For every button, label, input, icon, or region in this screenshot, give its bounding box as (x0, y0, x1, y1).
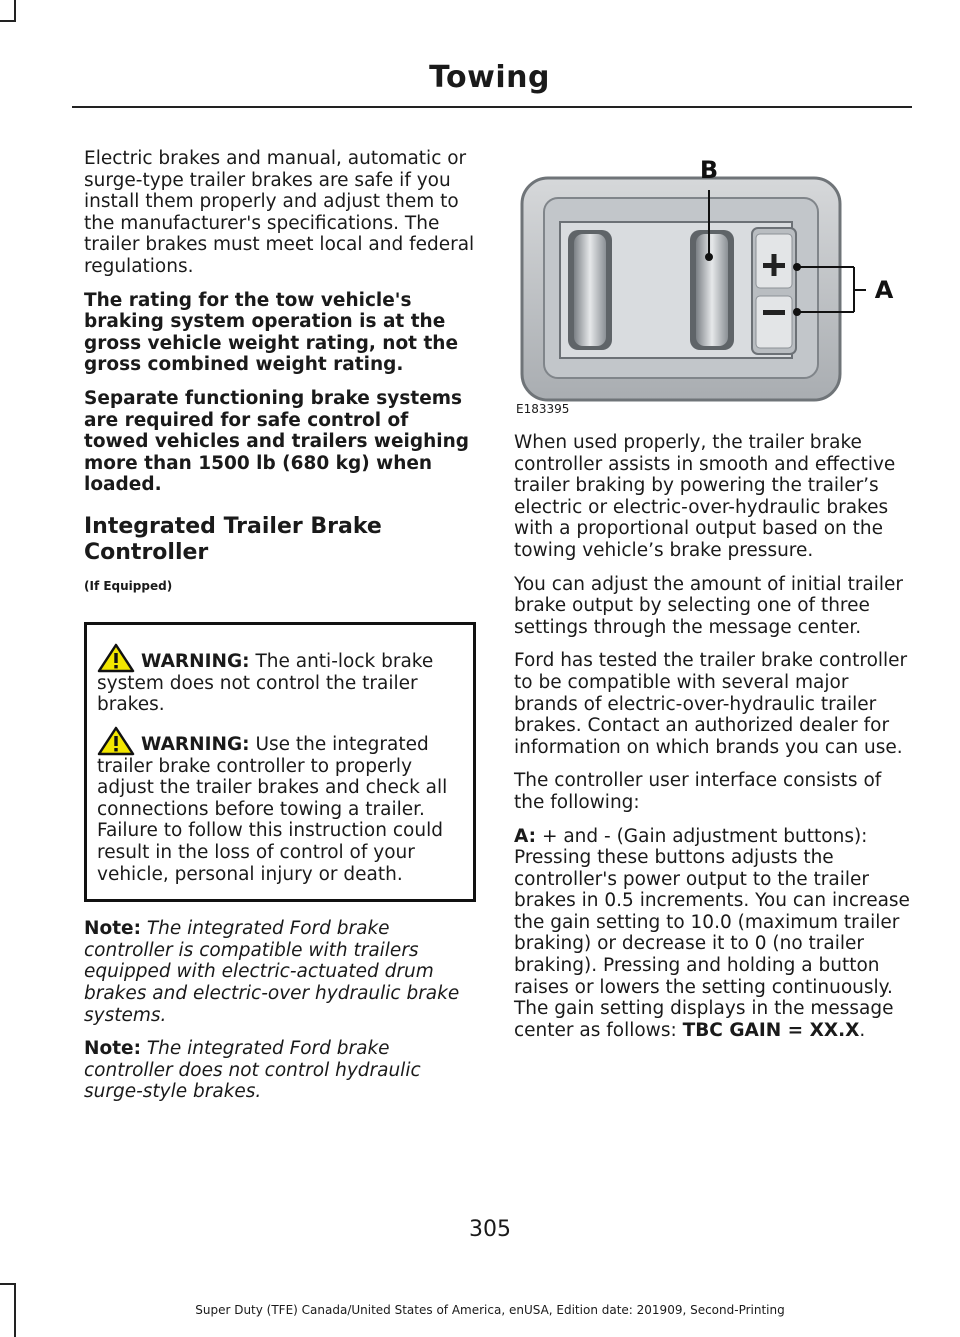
brake-controller-illustration (514, 150, 914, 420)
header-divider (72, 106, 912, 108)
right-column (514, 432, 912, 1053)
callout-b: B (699, 156, 719, 184)
paragraph: When used properly, the trailer brake controller assists in smooth and effective trailer braking by powering the trailer’s electric or electric-over-hydraulic brakes with a proportional output based on the towing vehicle’s brake pressure. (514, 432, 896, 561)
paragraph: You can adjust the amount of initial trailer brake output by selecting one of three settings through the message center. (514, 573, 904, 638)
warning-item (97, 643, 465, 716)
warning-triangle-icon (97, 643, 135, 673)
display-code: TBC GAIN = XX.X (682, 1019, 860, 1041)
crop-mark (14, 0, 16, 22)
crop-mark (0, 20, 16, 22)
definition-item (514, 826, 912, 1042)
crop-mark (0, 1283, 16, 1285)
warning-label: WARNING: (141, 733, 250, 755)
note-text: The integrated Ford brake controller is compatible with trailers equipped with electric-actuated drum brakes and electric-over hydraulic brake systems. (84, 918, 460, 1026)
page-number: 305 (469, 1217, 511, 1242)
note (84, 918, 476, 1026)
section-heading: Integrated Trailer Brake Controller (84, 513, 382, 565)
paragraph: The controller user interface consists of the following: (514, 770, 882, 813)
bold-paragraph: The rating for the tow vehicle's braking system operation is at the gross vehicle weight rating, not the gross combined weight rating. (84, 289, 459, 376)
left-column (84, 148, 476, 1115)
note-label: Note: (84, 918, 141, 940)
sentence-end: . (859, 1019, 866, 1041)
paragraph: Electric brakes and manual, automatic or surge-type trailer brakes are safe if you install them properly and adjust them to the manufacturer's specifications. The trailer brakes must meet local and federal regulations. (84, 148, 475, 277)
warning-label: WARNING: (141, 650, 250, 672)
page-title: Towing (429, 60, 550, 95)
bold-paragraph: Separate functioning brake systems are required for safe control of towed vehicles and trailers weighing more than 1500 lb (680 kg) when loaded. (84, 387, 470, 496)
note-text: The integrated Ford brake controller does not control hydraulic surge-style brakes. (84, 1038, 421, 1103)
section-subheading: (If Equipped) (84, 578, 173, 593)
callout-a: A (874, 276, 894, 304)
paragraph: Ford has tested the trailer brake controller to be compatible with several major brands of electric-over-hydraulic trailer brakes. Contact an authorized dealer for information on which brands you can use. (514, 650, 908, 758)
figure-code: E183395 (516, 402, 570, 416)
warning-item (97, 726, 465, 886)
definition-text: + and - (Gain adjustment buttons): Pressing these buttons adjusts the controller's power output to the trailer brakes in 0.5 increments. You can increase the gain setting to 10.0 (maximum trailer braking) or decrease it to 0 (no trailer braking). Pressing and holding a button raises or lowers the setting continuously. The gain setting displays in the message center as follows: (514, 825, 910, 1041)
note-label: Note: (84, 1038, 141, 1060)
warning-box (84, 622, 476, 903)
warning-text: The anti-lock brake system does not control the trailer brakes. (97, 650, 434, 716)
note (84, 1038, 476, 1103)
brake-controller-figure (514, 150, 914, 420)
warning-text: Use the integrated trailer brake controller to properly adjust the trailer brakes and check all connections before towing a trailer. Failure to follow this instruction could result in the loss of control of your vehicle, personal injury or death. (97, 733, 448, 885)
definition-label: A: (514, 825, 537, 847)
warning-triangle-icon (97, 726, 135, 756)
footer-edition: Super Duty (TFE) Canada/United States of America, enUSA, Edition date: 201909, Second-Printing (195, 1303, 785, 1317)
